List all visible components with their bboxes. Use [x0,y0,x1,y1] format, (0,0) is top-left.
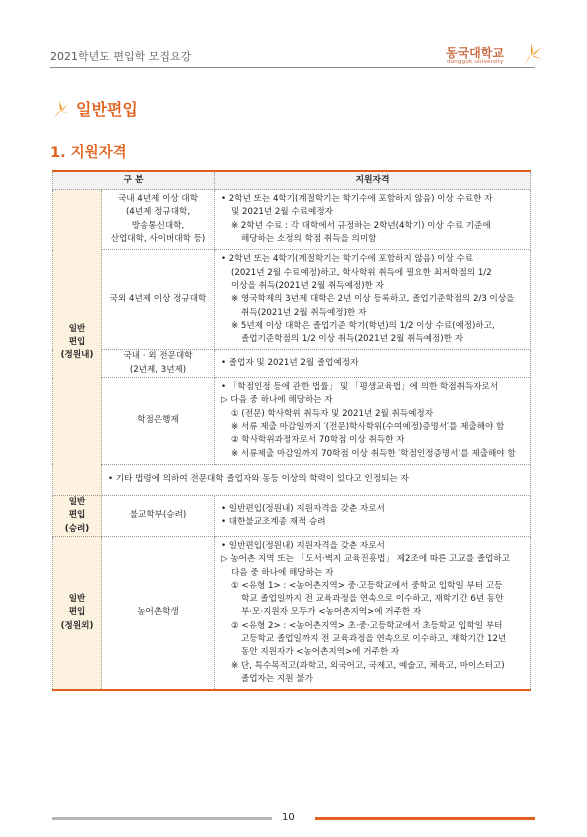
group-label-extra [53,536,102,690]
content-line: • 2학년 또는 4학기(계절학기는 학기수에 포함하지 않음) 이상 수료 [221,254,474,265]
content-line: 학교 졸업일까지 전 교육과정을 연속으로 이수하고, 재학기간 6년 동안 [241,594,504,605]
logo-emblem-icon [518,42,544,68]
content-line: 다음 중 하나에 해당하는 자 [231,567,334,578]
content-line: • 「학점인정 등에 관한 법률」 및 「평생교육법」에 의한 학점취득자로서 [221,382,499,393]
document-header-title: 2021학년도 편입학 모집요강 [50,50,192,63]
content-line: 동안 지원자가 <농어촌지역>에 거주한 자 [241,647,400,658]
content-line: ▷ 농어촌 지역 또는 「도서·벽지 교육진흥법」 제2조에 따른 고교를 졸업하고 [221,554,511,565]
content-line: ※ 단, 특수목적고(과학고, 외국어고, 국제고, 예술고, 체육고, 마이스터고) [231,660,505,671]
row-label-line: 학점은행제 [137,415,179,426]
section-title-text: 일반편입 [76,100,138,119]
row-label-line: 국내 · 외 전문대학 [123,351,193,362]
content-line: • 졸업자 및 2021년 2월 졸업예정자 [221,358,359,369]
content-line: 고등학교 졸업일까지 전 교육과정을 연속으로 이수하고, 재학기간 12년 [241,634,507,645]
logo-text: 동국대학교 [446,46,504,60]
row-label-line: (2년제, 3년제) [129,364,187,375]
content-line: ※ 영국학제의 3년제 대학은 2년 이상 등록하고, 졸업기준학점의 2/3 이상을 [231,294,515,305]
header-divider [50,67,535,68]
content-line: ② <유형 2> : <농어촌지역> 초·중·고등학교에서 초등학교 입학일 부터 [231,620,503,631]
page-number: 10 [282,812,295,823]
content-line: ※ 서류제출 마감일까지 70학점 이상 취득한 ′학점인정증명서′를 제출해야 함 [231,448,516,459]
footer-bar-right [315,817,535,820]
table-header-category: 구 분 [53,171,215,190]
group-label-monk [53,495,102,536]
group-label-line: 편입 [68,510,86,521]
content-line: ▷ 다음 중 하나에 해당하는 자 [221,395,333,406]
row-label-junior-college [102,350,215,378]
group-label-line: 편입 [68,607,86,618]
row-label-buddhist [102,495,215,536]
subsection-title: 1. 지원자격 [50,145,127,161]
row-label-foreign-4yr [102,250,215,350]
group-label-line: (승려) [64,523,90,534]
row-content-other-law: • 기타 법령에 의하여 전문대학 졸업자와 동등 이상의 학력이 있다고 인정되는 자 [102,464,531,495]
row-label-line: 산업대학, 사이버대학 등) [110,233,206,244]
row-label-line: 농어촌학생 [137,607,179,618]
table-row [53,190,531,250]
table-row [53,350,531,378]
content-line: 졸업기준학점의 1/2 이상 취득(2021년 2월 취득예정)한 자 [241,334,463,345]
content-line: ※ 2학년 수료 : 각 대학에서 규정하는 2학년(4학기) 이상 수료 기준에 [231,220,491,231]
row-label-line: 국내 4년제 이상 대학 [117,194,199,204]
table-row [53,250,531,350]
content-line: 이상을 취득(2021년 2월 취득예정)한 자 [231,280,384,291]
row-content-buddhist [215,495,531,536]
row-label-line: 불교학부(승려) [129,510,187,521]
row-content-credit-bank [215,378,531,465]
table-row [53,464,531,495]
table-row [53,536,531,690]
content-line: 졸업자는 지원 불가 [241,674,313,684]
content-line: ※ 5년제 이상 대학은 졸업기준 학기(학년)의 1/2 이상 수료(예정)하고, [231,320,495,331]
logo-subtext: dongguk university [447,59,504,65]
row-content-domestic-4yr [215,190,531,250]
group-label-line: 편입 [68,336,86,347]
row-label-line: 방송통신대학, [131,220,185,231]
content-line: • 일반편입(정원내) 지원자격을 갖춘 자로서 [221,540,385,551]
eligibility-table [52,170,531,691]
row-label-rural [102,536,215,690]
row-content-foreign-4yr [215,250,531,350]
content-line: 해당하는 소정의 학점 취득을 의미함 [241,233,377,244]
content-line: • 2학년 또는 4학기(계절학기는 학기수에 포함하지 않음) 이상 수료한 자 [221,194,493,204]
row-label-line: 국외 4년제 이상 정규대학 [109,294,207,305]
footer-bar-left [52,817,272,820]
content-line: (2021년 2월 수료예정)하고, 학사학위 취득에 필요한 최저학점의 1/2 [231,267,492,278]
content-line: 부·모·지원자 모두가 <농어촌지역>에 거주한 자 [241,607,422,618]
row-label-line: (4년제 정규대학, [125,207,191,218]
group-label-line: 일반 [68,594,86,605]
group-label-line: 일반 [68,323,86,334]
group-label-regular [53,190,102,496]
section-title [50,97,138,120]
row-label-credit-bank [102,378,215,465]
group-label-line: (정원외) [60,620,94,631]
content-line: 및 2021년 2월 수료예정자 [231,207,333,218]
group-label-line: 일반 [68,496,86,507]
content-line: ① <유형 1> : <농어촌지역> 중·고등학교에서 중학교 입학일 부터 고등 [231,580,503,591]
content-line: • 대한불교조계종 재적 승려 [221,516,326,527]
content-line: ① (전문) 학사학위 취득자 및 2021년 2월 취득예정자 [231,408,433,419]
content-line: • 일반편입(정원내) 지원자격을 갖춘 자로서 [221,503,385,514]
content-line: 취득(2021년 2월 취득예정)한 자 [241,307,367,318]
row-content-junior-college [215,350,531,378]
table-row [53,378,531,465]
content-line: ② 학사학위과정자로서 70학점 이상 취득한 자 [231,435,405,446]
content-line: ※ 서류 제출 마감일까지 ′(전문)학사학위(수여예정)증명서′를 제출해야 함 [231,422,505,432]
group-label-line: (정원내) [60,350,94,361]
table-header-eligibility: 지원자격 [215,171,531,190]
row-label-domestic-4yr [102,190,215,250]
table-row [53,495,531,536]
row-content-rural [215,536,531,690]
maple-leaf-icon [50,99,70,119]
table-header-row [53,171,531,190]
